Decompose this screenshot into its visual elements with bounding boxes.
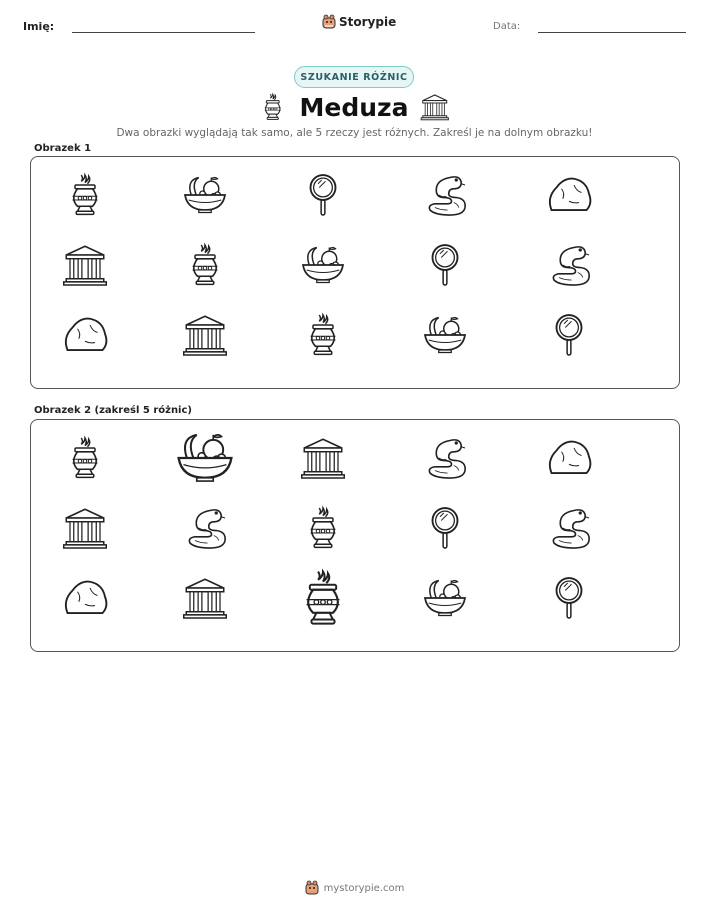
- vase-icon: [180, 240, 230, 290]
- snake-icon: [544, 240, 594, 290]
- rock-icon[interactable]: [544, 433, 594, 483]
- fruit-bowl-icon: [298, 240, 348, 290]
- date-label: Data:: [493, 21, 521, 32]
- temple-icon: [60, 240, 110, 290]
- footer: [0, 880, 709, 896]
- storypie-logo-icon: [322, 14, 336, 30]
- snake-icon[interactable]: [420, 433, 470, 483]
- temple-icon[interactable]: [180, 573, 230, 623]
- panel2-label: Obrazek 2 (zakreśl 5 różnic): [34, 405, 192, 416]
- footer-logo-icon: [305, 880, 319, 896]
- mirror-icon: [298, 170, 348, 220]
- title-text: Meduza: [299, 92, 409, 122]
- snake-icon[interactable]: [180, 503, 230, 553]
- vase-icon: [298, 310, 348, 360]
- fruit-bowl-icon: [180, 170, 230, 220]
- title-vase-icon: [254, 91, 292, 123]
- mirror-icon[interactable]: [420, 503, 470, 553]
- temple-icon[interactable]: [60, 503, 110, 553]
- vase-icon: [60, 170, 110, 220]
- picture-2-panel[interactable]: [30, 419, 680, 652]
- title-temple-icon: [416, 91, 454, 123]
- picture-1-panel: [30, 156, 680, 389]
- mirror-icon: [544, 310, 594, 360]
- fruit-bowl-icon[interactable]: [172, 425, 238, 491]
- mirror-icon[interactable]: [544, 573, 594, 623]
- snake-icon[interactable]: [544, 503, 594, 553]
- rock-icon[interactable]: [60, 573, 110, 623]
- name-line[interactable]: [72, 32, 255, 33]
- date-line[interactable]: [538, 32, 686, 33]
- footer-url[interactable]: mystorypie.com: [323, 882, 405, 894]
- fruit-bowl-icon: [420, 310, 470, 360]
- instructions: Dwa obrazki wyglądają tak samo, ale 5 rzeczy jest różnych. Zakreśl je na dolnym obrazku!: [116, 127, 593, 139]
- fruit-bowl-icon[interactable]: [420, 573, 470, 623]
- vase-icon[interactable]: [60, 433, 110, 483]
- vase-icon[interactable]: [290, 565, 356, 631]
- brand-name: Storypie: [339, 15, 397, 29]
- snake-icon: [420, 170, 470, 220]
- activity-badge: SZUKANIE RÓŻNIC: [294, 66, 414, 88]
- temple-icon[interactable]: [298, 433, 348, 483]
- vase-icon[interactable]: [298, 503, 348, 553]
- page-title: [254, 88, 454, 126]
- rock-icon: [544, 170, 594, 220]
- name-label: Imię:: [23, 20, 55, 33]
- panel1-label: Obrazek 1: [34, 143, 92, 154]
- temple-icon: [180, 310, 230, 360]
- mirror-icon: [420, 240, 470, 290]
- brand-logo: [322, 14, 396, 30]
- rock-icon: [60, 310, 110, 360]
